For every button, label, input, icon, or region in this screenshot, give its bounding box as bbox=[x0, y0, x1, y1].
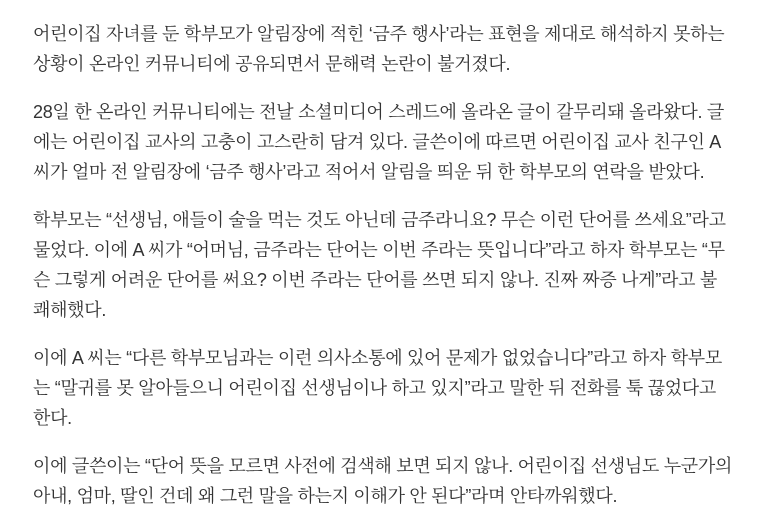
article-paragraph: 28일 한 온라인 커뮤니티에는 전날 소셜미디어 스레드에 올라온 글이 갈무리돼 올라왔다. 글에는 어린이집 교사의 고충이 고스란히 담겨 있다. 글쓴이에 따르면 어린이집 교사 친구인 A 씨가 얼마 전 알림장에 ‘금주 행사’라고 적어서 알림을 띄운 뒤 한 학부모의 연락을 받았다. bbox=[33, 102, 724, 182]
article-paragraph: 이에 글쓴이는 “단어 뜻을 모르면 사전에 검색해 보면 되지 않나. 어린이집 선생님도 누군가의 아내, 엄마, 딸인 건데 왜 그런 말을 하는지 이해가 안 된다”라며 안타까워했다. bbox=[33, 456, 733, 506]
article-paragraph: 어린이집 자녀를 둔 학부모가 알림장에 적힌 ‘금주 행사’라는 표현을 제대로 해석하지 못하는 상황이 온라인 커뮤니티에 공유되면서 문해력 논란이 불거졌다. bbox=[33, 24, 725, 74]
article-paragraph: 이에 A 씨는 “다른 학부모님과는 이런 의사소통에 있어 문제가 없었습니다”라고 하자 학부모는 “말귀를 못 알아들으니 어린이집 선생님이나 하고 있지”라고 말한 뒤 전화를 툭 끊었다고 한다. bbox=[33, 348, 722, 428]
article-paragraph: 학부모는 “선생님, 애들이 술을 먹는 것도 아닌데 금주라니요? 무슨 이런 단어를 쓰세요”라고 물었다. 이에 A 씨가 “어머님, 금주라는 단어는 이번 주라는 뜻입니다”라고 하자 학부모는 “무슨 그렇게 어려운 단어를 써요? 이번 주라는 단어를 쓰면 되지 않나. 진짜 짜증 나게”라고 불쾌해했다. bbox=[33, 210, 726, 320]
